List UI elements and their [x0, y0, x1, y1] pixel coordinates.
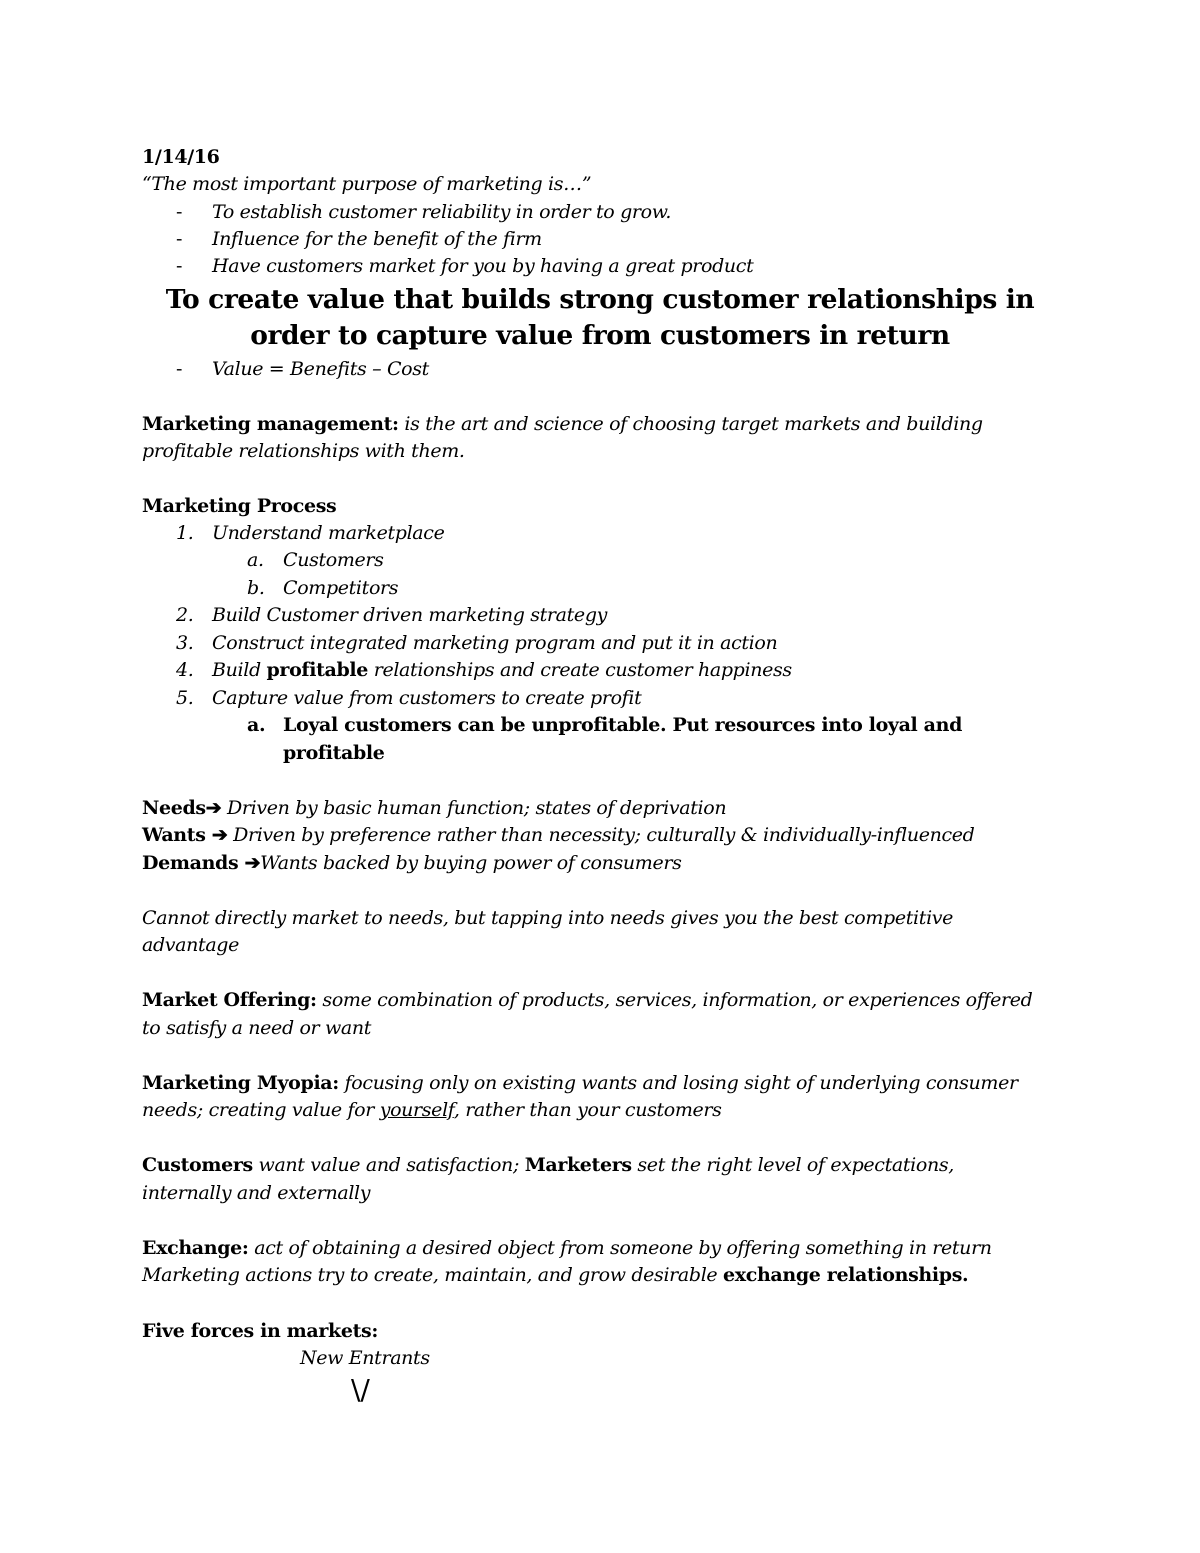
marketing-process-title: Marketing Process [142, 495, 337, 517]
demands-term: Demands [142, 852, 245, 874]
market-offering-definition-cont: to satisfy a need or want [142, 1017, 372, 1039]
process-step-1b: Competitors [283, 577, 399, 599]
down-chevron-icon: \/ [351, 1373, 370, 1406]
process-step-5a: Loyal customers can be unprofitable. Put resources into loyal and [283, 714, 963, 736]
exchange-relationships-line [142, 1262, 968, 1288]
list-letter: a. [247, 714, 266, 736]
list-number: 4. [176, 659, 194, 681]
headline-line-1: To create value that builds strong customer relationships in [165, 284, 1035, 315]
process-step-5a-cont: profitable [283, 742, 385, 764]
marketing-myopia-definition: focusing only on existing wants and losing sight of underlying consumer [338, 1072, 1018, 1094]
purpose-answer-3: Have customers market for you by having a great product [212, 255, 754, 277]
process-step-4 [212, 657, 792, 683]
needs-note-cont: advantage [142, 934, 240, 956]
list-letter: a. [247, 549, 264, 571]
marketing-management-definition: is the art and science of choosing target markets and building [398, 413, 983, 435]
myopia-text-post: , rather than your customers [453, 1099, 722, 1121]
process-step-5: Capture value from customers to create profit [212, 687, 642, 709]
process-step-2: Build Customer driven marketing strategy [212, 604, 608, 626]
myopia-text-pre: needs; creating value for [142, 1099, 380, 1121]
bullet-dash: - [176, 228, 183, 250]
process-step-4-post: relationships and create customer happiness [368, 659, 792, 681]
exchange-relationships-pre: Marketing actions try to create, maintain, and grow desirable [142, 1264, 724, 1286]
demands-definition: Wants backed by buying power of consumers [260, 852, 682, 874]
process-step-3: Construct integrated marketing program and put it in action [212, 632, 778, 654]
marketing-management-term: Marketing management: [142, 413, 399, 435]
exchange-relationships-bold: exchange relationships. [723, 1264, 969, 1286]
list-letter: b. [247, 577, 265, 599]
needs-definition: Driven by basic human function; states of deprivation [221, 797, 727, 819]
list-number: 3. [176, 632, 194, 654]
purpose-question: “The most important purpose of marketing is…” [142, 173, 592, 195]
needs-term: Needs [142, 797, 206, 819]
needs-line [142, 795, 726, 821]
headline-line-2: order to capture value from customers in return [250, 320, 950, 351]
process-step-4-pre: Build [212, 659, 267, 681]
value-formula: Value = Benefits – Cost [212, 358, 429, 380]
wants-line [142, 822, 975, 848]
arrow-icon: ➔ [244, 852, 261, 874]
process-step-1a: Customers [283, 549, 384, 571]
bullet-dash: - [176, 358, 183, 380]
date-heading: 1/14/16 [142, 146, 220, 168]
process-step-1: Understand marketplace [212, 522, 445, 544]
demands-line [142, 850, 682, 876]
customers-definition: want value and satisfaction; [252, 1154, 525, 1176]
marketing-management-definition-cont: profitable relationships with them. [142, 440, 465, 462]
marketers-definition: set the right level of expectations, [631, 1154, 954, 1176]
exchange-definition: act of obtaining a desired object from someone by offering something in return [248, 1237, 992, 1259]
bullet-dash: - [176, 201, 183, 223]
market-offering-definition: some combination of products, services, information, or experiences offered [316, 989, 1033, 1011]
customers-marketers-line [142, 1152, 954, 1178]
five-forces-title: Five forces in markets: [142, 1320, 379, 1342]
marketing-myopia-term: Marketing Myopia: [142, 1072, 339, 1094]
list-number: 2. [176, 604, 194, 626]
wants-term: Wants [142, 824, 212, 846]
myopia-text-underlined: yourself [379, 1099, 454, 1121]
new-entrants-label: New Entrants [300, 1347, 430, 1369]
marketers-definition-cont: internally and externally [142, 1182, 371, 1204]
list-number: 5. [176, 687, 194, 709]
arrow-icon: ➔ [205, 797, 222, 819]
customers-term: Customers [142, 1154, 253, 1176]
exchange-line [142, 1235, 992, 1261]
wants-definition: Driven by preference rather than necessity; culturally & individually-influenced [227, 824, 975, 846]
marketers-term: Marketers [524, 1154, 632, 1176]
exchange-term: Exchange: [142, 1237, 249, 1259]
process-step-4-bold: profitable [266, 659, 369, 681]
market-offering-term: Market Offering: [142, 989, 317, 1011]
market-offering-line [142, 987, 1032, 1013]
marketing-myopia-line [142, 1070, 1018, 1096]
bullet-dash: - [176, 255, 183, 277]
marketing-myopia-definition-cont [142, 1097, 722, 1123]
list-number: 1. [176, 522, 194, 544]
purpose-answer-1: To establish customer reliability in order to grow. [212, 201, 672, 223]
purpose-answer-2: Influence for the benefit of the firm [212, 228, 542, 250]
arrow-icon: ➔ [211, 824, 228, 846]
needs-note: Cannot directly market to needs, but tapping into needs gives you the best competitive [142, 907, 954, 929]
marketing-management-line [142, 411, 983, 437]
